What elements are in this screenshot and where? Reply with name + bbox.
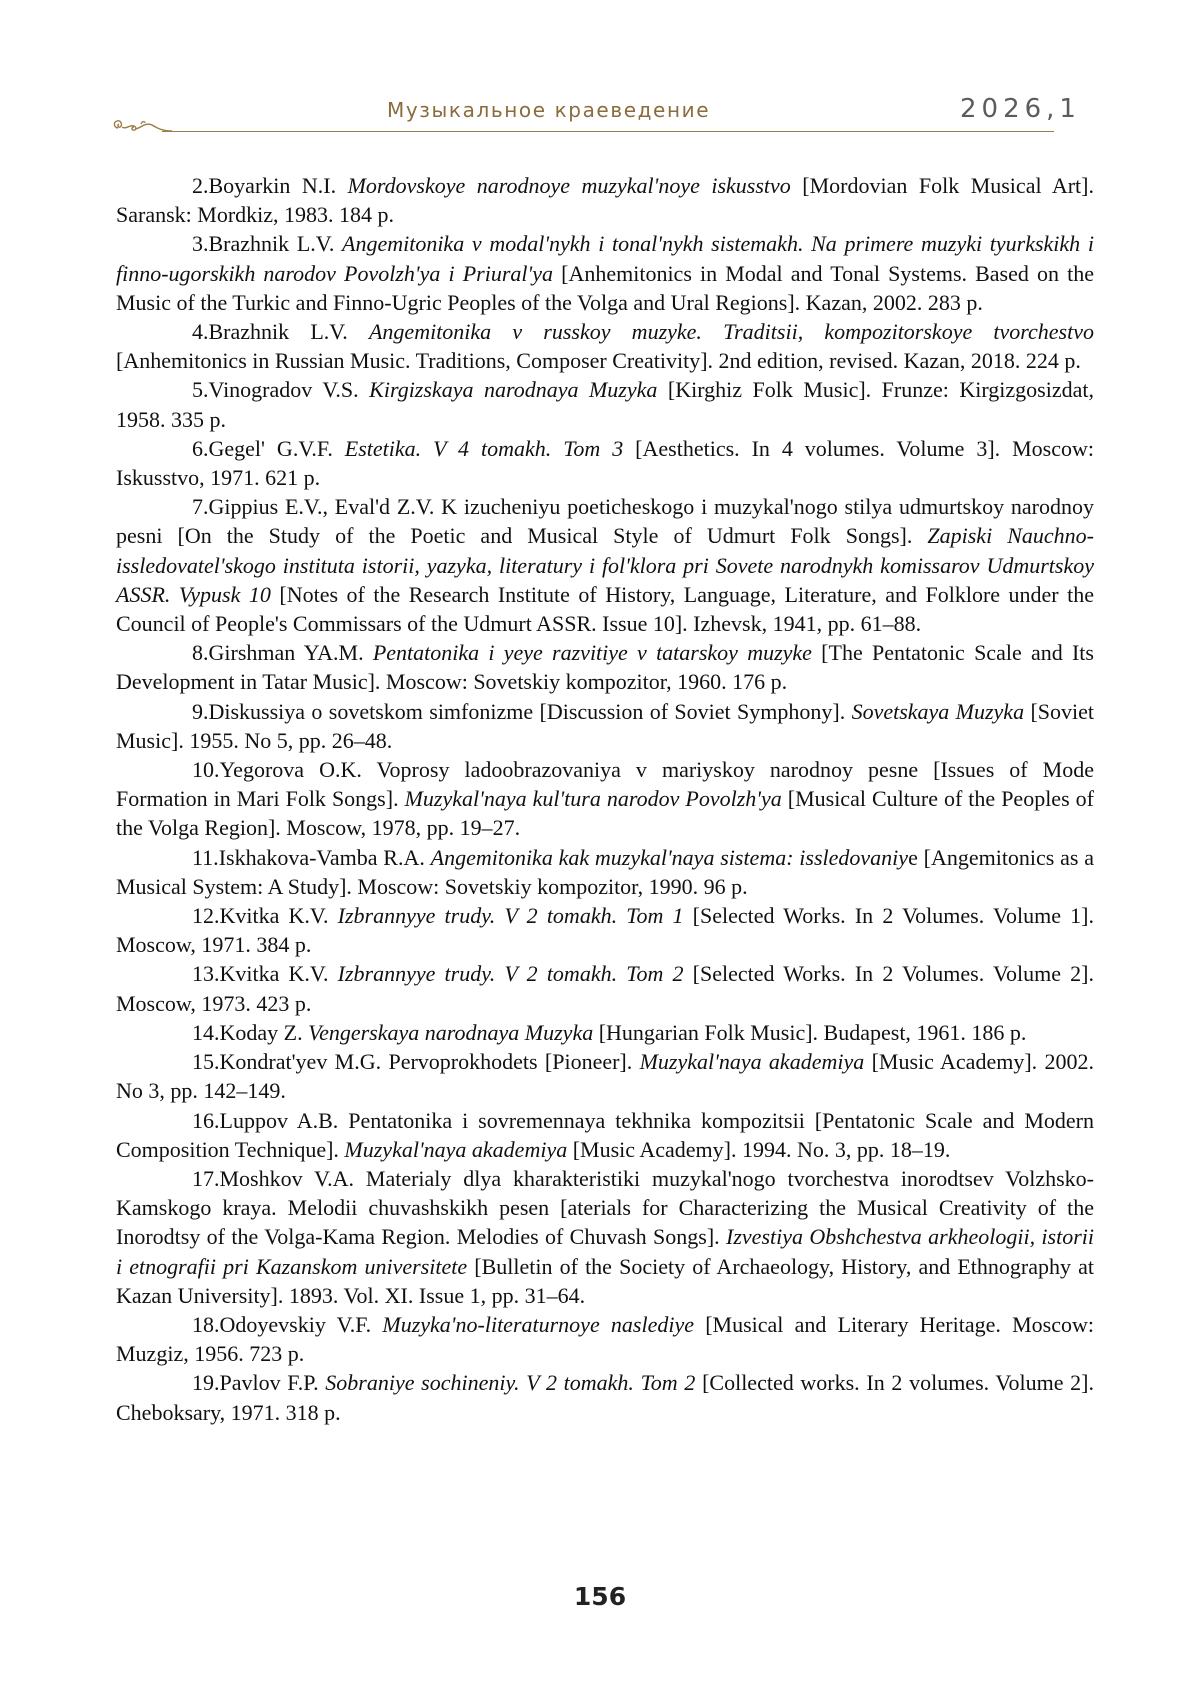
reference-list (116, 171, 1094, 1427)
reference-number: 15. (192, 1049, 220, 1075)
reference-entry (116, 1106, 1094, 1164)
reference-text: Iskhakova-Vamba R.A. (218, 844, 431, 870)
reference-text: Kondrat'yev M.G. Pervoprokhodets [Pioneer]. (219, 1049, 640, 1075)
reference-text: [Mordovian Folk Musical Art]. Saransk: Mordkiz, 1983. 184 p. (116, 173, 1094, 228)
reference-title-italic: Angemitonika v russkoy muzyke. Traditsii, kompozitorskoye tvorchestvo (368, 319, 1094, 345)
reference-number: 5. (192, 377, 209, 403)
reference-entry (116, 1018, 1094, 1047)
reference-number: 7. (192, 494, 209, 520)
reference-number: 11. (192, 844, 219, 870)
reference-text: Luppov A.B. Pentatonika i sovremennaya tekhnika kompozitsii [Pentatonic Scale and Modern Composition Technique]. (116, 1107, 1094, 1162)
reference-title-italic: Izbrannyye trudy. V 2 tomakh. Tom 1 (337, 903, 684, 929)
reference-entry (116, 317, 1094, 375)
reference-title-italic: Angemitonika kak muzykal'naya sistema: issledovaniy (430, 844, 909, 870)
reference-text: [Music Academy]. 2002. No 3, pp. 142–149. (116, 1049, 1094, 1104)
reference-text: Diskussiya o sovetskom simfonizme [Discussion of Soviet Symphony]. (208, 698, 852, 724)
reference-title-italic: Zapiski Nauchno-issledovatel'skogo instituta istorii, yazyka, literatury i fol'klora pri Sovete narodnykh komissarov Udmurtskoy ASSR. Vypusk 10 (116, 523, 1094, 607)
reference-text: e [Angemitonics as a Musical System: A Study]. Moscow: Sovetskiy kompozitor, 1990. 96 p. (116, 844, 1094, 899)
reference-text: Kvitka K.V. (219, 961, 338, 987)
reference-number: 12. (192, 903, 220, 929)
reference-title-italic: Vengerskaya narodnaya Muzyka (308, 1019, 594, 1045)
reference-text: Boyarkin N.I. (208, 173, 348, 198)
header-rule (162, 131, 1054, 132)
reference-number: 6. (192, 435, 209, 461)
reference-title-italic: Muzykal'naya kul'tura narodov Povolzh'ya (404, 786, 782, 812)
reference-entry (116, 959, 1094, 1017)
reference-entry (116, 375, 1094, 433)
reference-text: Kvitka K.V. (219, 903, 338, 929)
reference-text: Pavlov F.P. (219, 1370, 326, 1396)
page-number: 156 (573, 1582, 627, 1611)
reference-entry (116, 1047, 1094, 1105)
reference-title-italic: Kirgizskaya narodnaya Muzyka (369, 377, 658, 403)
reference-number: 14. (192, 1019, 220, 1045)
reference-title-italic: Estetika. V 4 tomakh. Tom 3 (344, 435, 624, 461)
reference-text: Odoyevskiy V.F. (219, 1311, 383, 1337)
reference-title-italic: Muzykal'naya akademiya (344, 1136, 568, 1162)
reference-text: [The Pentatonic Scale and Its Development in Tatar Music]. Moscow: Sovetskiy kompozitor, 1960. 176 p. (116, 640, 1094, 695)
reference-text: [Musical Culture of the Peoples of the Volga Region]. Moscow, 1978, pp. 19–27. (116, 786, 1094, 841)
reference-number: 3. (192, 231, 209, 257)
reference-text: [Anhemitonics in Russian Music. Traditions, Composer Creativity]. 2nd edition, revised. Kazan, 2018. 224 p. (116, 348, 1081, 374)
reference-entry (116, 1310, 1094, 1368)
reference-title-italic: Muzyka'no-literaturnoye naslediye (382, 1311, 694, 1337)
reference-title-italic: Sovetskaya Muzyka (851, 698, 1025, 724)
reference-text: [Selected Works. In 2 Volumes. Volume 2]. Moscow, 1973. 423 p. (116, 961, 1094, 1016)
reference-entry (116, 843, 1094, 901)
reference-number: 17. (192, 1165, 220, 1191)
reference-text: Vinogradov V.S. (208, 377, 370, 403)
reference-text: [Soviet Music]. 1955. No 5, pp. 26–48. (116, 698, 1094, 753)
reference-entry (116, 492, 1094, 638)
reference-text: [Selected Works. In 2 Volumes. Volume 1]. Moscow, 1971. 384 p. (116, 903, 1094, 958)
reference-entry (116, 1368, 1094, 1426)
reference-text: Gippius E.V., Eval'd Z.V. K izucheniyu poeticheskogo i muzykal'nogo stilya udmurtskoy narodnoy pesni [On the Study of the Poetic and Musical Style of Udmurt Folk Songs]. (116, 494, 1094, 549)
reference-entry (116, 171, 1094, 229)
scroll-flourish-icon (112, 112, 172, 136)
reference-entry (116, 697, 1094, 755)
reference-entry (116, 434, 1094, 492)
reference-text: [Collected works. In 2 volumes. Volume 2]. Cheboksary, 1971. 318 p. (116, 1370, 1094, 1425)
reference-text: [Bulletin of the Society of Archaeology, History, and Ethnography at Kazan University]. 1893. Vol. XI. Issue 1, pp. 31–64. (116, 1253, 1094, 1308)
reference-title-italic: Muzykal'naya akademiya (639, 1049, 865, 1075)
reference-text: [Anhemitonics in Modal and Tonal Systems. Based on the Music of the Turkic and Finno-Ugric Peoples of the Volga and Ural Regions]. Kazan, 2002. 283 p. (116, 260, 1094, 315)
reference-text: [Music Academy]. 1994. No. 3, pp. 18–19. (567, 1136, 951, 1162)
reference-text: Gegel' G.V.F. (208, 435, 345, 461)
reference-text: Brazhnik L.V. (208, 319, 369, 345)
issue-number: 2026,1 (960, 94, 1081, 124)
journal-title: Музыкальное краеведение (387, 98, 711, 122)
reference-number: 9. (192, 698, 209, 724)
reference-text: Brazhnik L.V. (208, 231, 342, 257)
reference-number: 10. (192, 757, 220, 783)
running-header (112, 94, 1092, 148)
reference-number: 19. (192, 1370, 220, 1396)
reference-text: Koday Z. (219, 1019, 309, 1045)
reference-number: 13. (192, 961, 220, 987)
reference-number: 18. (192, 1311, 220, 1337)
reference-entry (116, 1164, 1094, 1310)
reference-number: 4. (192, 319, 209, 345)
reference-text: [Hungarian Folk Music]. Budapest, 1961. 186 p. (593, 1019, 1027, 1045)
reference-text: [Musical and Literary Heritage. Moscow: Muzgiz, 1956. 723 p. (116, 1311, 1094, 1367)
reference-number: 8. (192, 640, 209, 666)
reference-title-italic: Angemitonika v modal'nykh i tonal'nykh sistemakh. Na primere muzyki tyurkskikh i finno-ugorskikh narodov Povolzh'ya i Priural'ya (116, 231, 1094, 286)
reference-title-italic: Izvestiya Obshchestva arkheologii, istorii i etnografii pri Kazanskom universitete (116, 1224, 1094, 1279)
reference-text: Girshman YA.M. (208, 640, 373, 666)
reference-number: 2. (192, 173, 209, 198)
reference-title-italic: Pentatonika i yeye razvitiye v tatarskoy muzyke (372, 640, 812, 666)
reference-entry (116, 229, 1094, 317)
reference-text: Moshkov V.A. Materialy dlya kharakteristiki muzykal'nogo tvorchestva inorodtsev Volzhsko-Kamskogo kraya. Melodii chuvashskikh pesen [aterials for Characterizing the Musical Creativity of the Inorodtsy of the Volga-Kama Region. Melodies of Chuvash Songs]. (116, 1165, 1094, 1250)
reference-text: [Kirghiz Folk Music]. Frunze: Kirgizgosizdat, 1958. 335 p. (116, 377, 1094, 432)
reference-number: 16. (192, 1107, 220, 1133)
reference-entry (116, 638, 1094, 696)
reference-entry (116, 755, 1094, 843)
reference-title-italic: Sobraniye sochineniy. V 2 tomakh. Tom 2 (325, 1370, 696, 1396)
reference-entry (116, 901, 1094, 959)
reference-text: Yegorova O.K. Voprosy ladoobrazovaniya v mariyskoy narodnoy pesne [Issues of Mode Formation in Mari Folk Songs]. (116, 757, 1094, 812)
reference-title-italic: Mordovskoye narodnoye muzykal'noye iskusstvo (347, 173, 791, 198)
reference-text: [Aesthetics. In 4 volumes. Volume 3]. Moscow: Iskusstvo, 1971. 621 p. (116, 435, 1095, 491)
reference-text: [Notes of the Research Institute of History, Language, Literature, and Folklore under the Council of People's Commissars of the Udmurt ASSR. Issue 10]. Izhevsk, 1941, pp. 61–88. (116, 581, 1094, 637)
reference-title-italic: Izbrannyye trudy. V 2 tomakh. Tom 2 (337, 961, 684, 987)
